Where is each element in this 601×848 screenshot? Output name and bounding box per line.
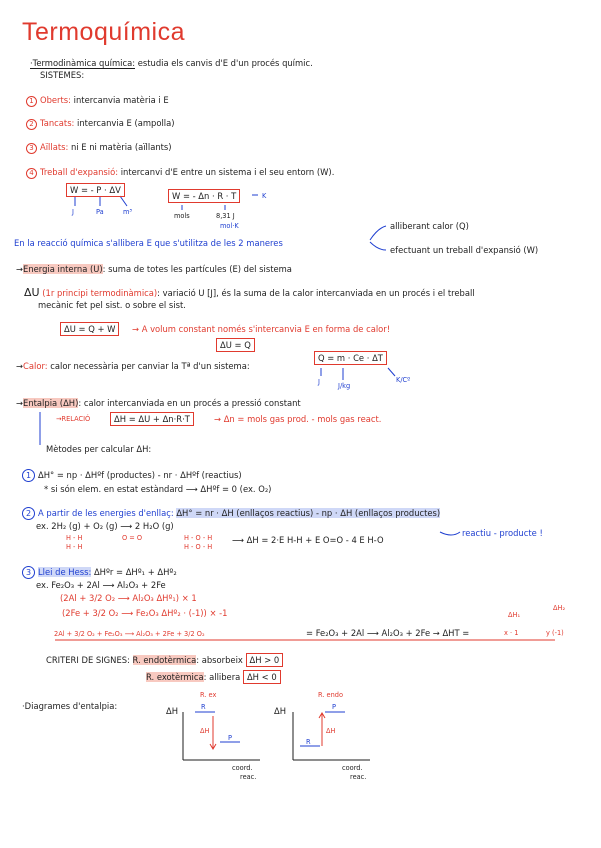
diagram-exo	[183, 712, 260, 760]
method-3	[22, 566, 177, 579]
intro-def-label: ·Termodinàmica química:	[30, 58, 136, 68]
system-item	[26, 95, 169, 107]
method-2-label: A partir de les energies d'enllaç:	[38, 508, 174, 518]
method-3-number: 3	[22, 566, 35, 579]
heat-desc: calor necessària per canviar la Tª d'un sistema:	[47, 361, 250, 371]
delta-u-formula-2: ΔU = Q	[216, 338, 255, 352]
diagram-endo	[293, 712, 370, 760]
sistemes-heading: SISTEMES:	[40, 70, 85, 80]
method-1-note-line: * si són elem. en estat estàndard ⟶ ΔHºf = 0 (ex. O₂)	[44, 484, 272, 494]
enthalpy-label: Entalpia (ΔH)	[23, 398, 79, 408]
system-desc: intercanvi d'E entre un sistema i el seu entorn (W).	[118, 167, 335, 177]
work-unit-m3: m³	[123, 208, 133, 216]
bond-hoh-2: H - O - H	[184, 543, 213, 551]
bond-hoh-1: H - O - H	[184, 534, 213, 542]
method-1	[22, 469, 242, 482]
heat-formula: Q = m · Ce · ΔT	[314, 351, 387, 365]
method-3-label: Llei de Hess:	[38, 567, 92, 577]
diagram-exo-axis-y: ΔH	[166, 706, 179, 716]
diagram-exo-coord: coord.	[232, 764, 253, 772]
diagram-endo-r-label: R	[306, 738, 311, 746]
method-1-note: * si són elem. en estat estàndard	[44, 484, 184, 494]
signs-endo-desc: : absorbeix	[196, 655, 243, 665]
heat-unit-j: J	[318, 378, 320, 386]
hess-x1: x · 1	[504, 629, 519, 637]
delta-u-line1: : variació U [J], és la suma de la calor intercanviada en un procés i el treball	[157, 288, 475, 298]
system-name: Tancats:	[40, 118, 75, 128]
enthalpy-note-text: Δn = mols gas prod. - mols gas react.	[223, 414, 382, 424]
system-number: 4	[26, 168, 37, 179]
brace-down	[370, 242, 386, 250]
method-2-formula: ΔH° = nr · ΔH (enllaços reactius) - np · ΔH (enllaços productes)	[176, 508, 441, 518]
method-2	[22, 507, 440, 520]
system-number: 2	[26, 119, 37, 130]
work-unit-mols: mols	[174, 212, 190, 220]
method-2-number: 2	[22, 507, 35, 520]
diagram-exo-p-label: P	[228, 734, 232, 742]
enthalpy-formula: ΔH = ΔU + Δn·R·T	[110, 412, 194, 426]
hess-sum-right: Fe₂O₃ + 2Al ⟶ Al₂O₃ + 2Fe	[315, 628, 431, 638]
method-1-number: 1	[22, 469, 35, 482]
arrow-m3	[120, 196, 127, 206]
delta-u-line2: mecànic fet pel sist. o sobre el sist.	[38, 300, 186, 310]
signs-exo: R. exotèrmica	[146, 672, 204, 682]
arrow-heat-kc	[388, 368, 395, 376]
bond-arrow	[440, 532, 460, 535]
hess-line-1: (2Al + 3/2 O₂ ⟶ Al₂O₃ ΔHº₁) × 1	[60, 593, 197, 603]
system-item	[26, 167, 334, 179]
diagram-endo-p-label: P	[332, 703, 336, 711]
hess-sum-left: 2Al + 3/2 O₂ + Fe₂O₃ ⟶ Al₂O₃ + 2Fe + 3/2 O₂	[54, 630, 205, 638]
signs-endo-box: ΔH > 0	[246, 653, 284, 667]
system-name: Oberts:	[40, 95, 71, 105]
heat-label: Calor:	[23, 361, 48, 371]
signs-exo-box: ΔH < 0	[243, 670, 281, 684]
system-desc: intercanvia E (ampolla)	[74, 118, 175, 128]
diagram-exo-title: R. ex	[200, 691, 217, 699]
relacio-label: →RELACIÓ	[56, 415, 91, 423]
work-unit-k: K	[262, 192, 267, 200]
method-2-side-note: reactiu - producte !	[462, 528, 543, 538]
delta-u-formula: ΔU = Q + W	[60, 322, 119, 336]
system-desc: intercanvia matèria i E	[70, 95, 169, 105]
signs-exo-line	[146, 672, 281, 682]
system-number: 3	[26, 143, 37, 154]
work-formula-2: W = - Δn · R · T	[168, 189, 240, 203]
system-item	[26, 142, 172, 154]
work-unit-molk: mol·K	[220, 222, 239, 230]
method-3-formula: ΔHºr = ΔHº₁ + ΔHº₂	[93, 567, 177, 577]
method-2-result: ⟶ ΔH = 2·E H-H + E O=O - 4 E H-O	[232, 535, 384, 545]
signs-endo: R. endotèrmica	[132, 655, 197, 665]
hess-dht: ΔHT =	[442, 628, 470, 638]
hess-example: ex. Fe₂O₃ + 2Al ⟶ Al₂O₃ + 2Fe	[36, 580, 166, 590]
method-2-example: ex. 2H₂ (g) + O₂ (g) ⟶ 2 H₂O (g)	[36, 521, 174, 531]
internal-energy-label: Energia interna (U)	[23, 264, 103, 274]
page-title: Termoquímica	[22, 18, 185, 46]
hess-line-2: (2Fe + 3/2 O₂ ⟶ Fe₂O₃ ΔHº₂ · (-1)) × -1	[62, 608, 228, 618]
diagram-endo-coord: coord.	[342, 764, 363, 772]
intro-def-text: estudia els canvis d'E d'un procés químic.	[135, 58, 313, 68]
delta-u-symbol: ΔU	[24, 286, 40, 299]
delta-u-note-text: A volum constant només s'intercanvia E en forma de calor!	[141, 324, 391, 334]
hess-dh1-label: ΔH₁	[508, 611, 521, 619]
diagram-endo-reac: reac.	[350, 773, 367, 781]
system-number: 1	[26, 96, 37, 107]
hess-y1: y (-1)	[546, 629, 564, 637]
enthalpy-desc: : calor intercanviada en un procés a pressió constant	[78, 398, 301, 408]
method-1-eq: ΔHºf = 0 (ex. O₂)	[200, 484, 272, 494]
brace-up	[370, 226, 386, 240]
reaction-way-2: efectuant un treball d'expansió (W)	[390, 245, 539, 255]
reaction-text: En la reacció química s'allibera E que s'utilitza de les 2 maneres	[14, 238, 283, 248]
work-unit-j: J	[72, 208, 74, 216]
diagram-endo-axis-y: ΔH	[274, 706, 287, 716]
heat-unit-jkg: J/kg	[338, 382, 351, 390]
reaction-way-1: alliberant calor (Q)	[390, 221, 469, 231]
signs-exo-desc: : allibera	[203, 672, 241, 682]
heat-line: →Calor: calor necessària per canviar la Tª d'un sistema:	[16, 361, 250, 371]
internal-energy-line: →Energia interna (U): suma de totes les partícules (E) del sistema	[16, 264, 292, 274]
delta-u-line	[24, 288, 475, 298]
enthalpy-line: →Entalpia (ΔH): calor intercanviada en un procés a pressió constant	[16, 398, 301, 408]
signs-label: CRITERI DE SIGNES:	[46, 655, 130, 665]
work-unit-r: 8,31 J	[216, 212, 235, 220]
methods-title: Mètodes per calcular ΔH:	[46, 444, 152, 454]
hess-sum-right-line: = Fe₂O₃ + 2Al ⟶ Al₂O₃ + 2Fe → ΔHT =	[306, 628, 470, 638]
intro-definition	[30, 58, 313, 68]
system-name: Aïllats:	[40, 142, 69, 152]
diagrams-label: ·Diagrames d'entalpia:	[22, 701, 118, 711]
internal-energy-desc: : suma de totes les partícules (E) del sistema	[102, 264, 292, 274]
enthalpy-note: → Δn = mols gas prod. - mols gas react.	[214, 414, 382, 424]
hess-dh2-label: ΔH₂	[553, 604, 566, 612]
diagram-endo-title: R. endo	[318, 691, 343, 699]
relacio-text: RELACIÓ	[61, 415, 91, 423]
first-principle: (1r principi termodinàmica)	[42, 288, 158, 298]
system-name: Treball d'expansió:	[40, 167, 119, 177]
signs-endo-line	[46, 655, 283, 665]
work-formula-1: W = - P · ΔV	[66, 183, 125, 197]
diagram-endo-dh-label: ΔH	[326, 727, 336, 735]
diagram-exo-reac: reac.	[240, 773, 257, 781]
diagram-exo-dh-label: ΔH	[200, 727, 210, 735]
work-unit-pa: Pa	[96, 208, 104, 216]
method-1-formula: ΔH° = np · ΔHºf (productes) - nr · ΔHºf (reactius)	[38, 470, 242, 480]
heat-unit-kc: K/Cº	[396, 376, 411, 384]
system-item	[26, 118, 175, 130]
delta-u-note: → A volum constant només s'intercanvia E en forma de calor!	[132, 324, 391, 334]
diagram-exo-r-label: R	[201, 703, 206, 711]
bond-hh-2: H - H	[66, 543, 83, 551]
bond-hh-1: H - H	[66, 534, 83, 542]
bond-oo: O = O	[122, 534, 143, 542]
method-2-result-text: ΔH = 2·E H-H + E O=O - 4 E H-O	[246, 535, 384, 545]
system-desc: ni E ni matèria (aïllants)	[68, 142, 172, 152]
